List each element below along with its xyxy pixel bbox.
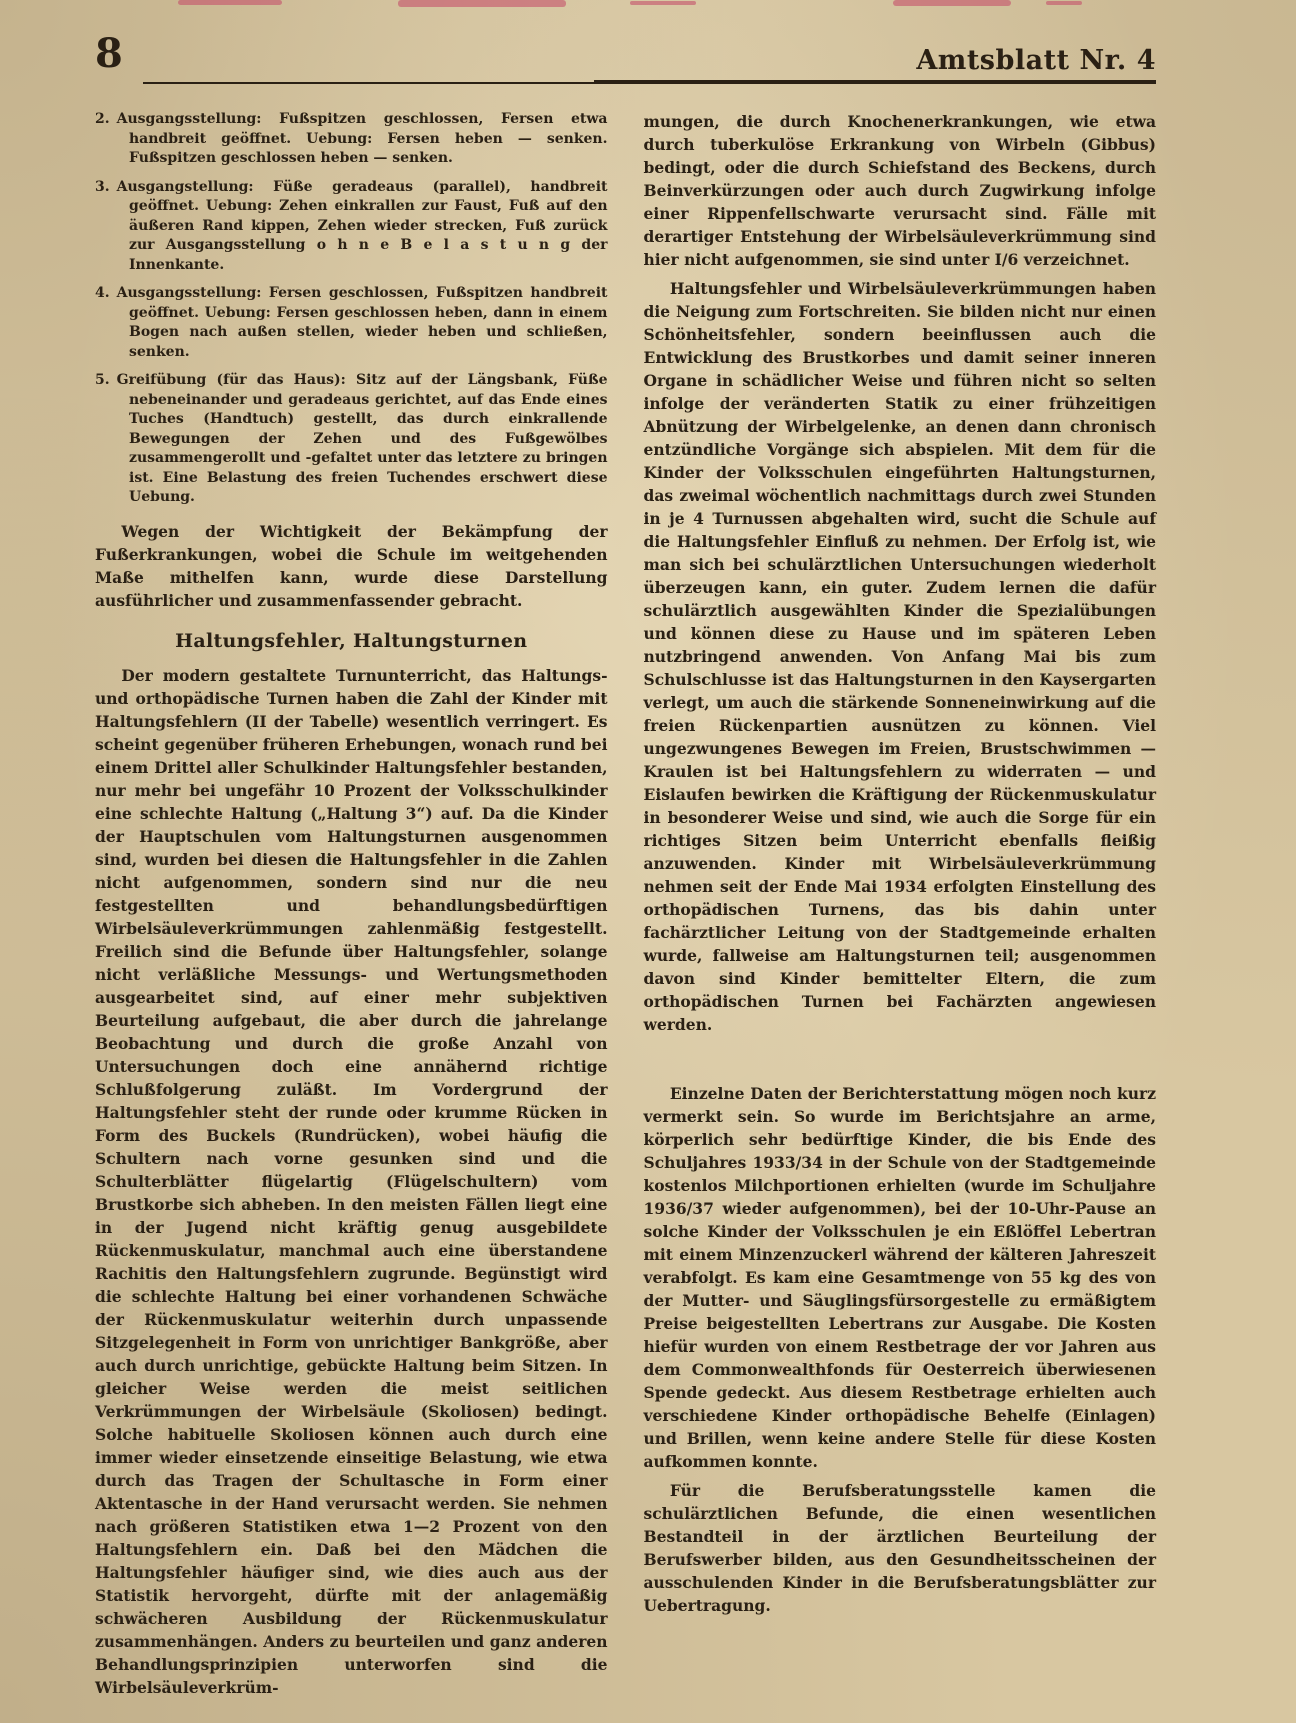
header-rule-thick [594,80,1156,84]
list-item-text: Greifübung (für das Haus): Sitz auf der Längsbank, Füße nebeneinander und geradeaus gerichtet, auf das Ende eines Tuches (Handtuch) gestellt, das durch einkrallende Bewegungen der Zehen und des Fußgewölbes zusammengerollt und -gefaltet unter das letztere zu bringen ist. Eine Belastung des freien Tuchendes erschwert diese Uebung. [116,372,608,505]
paragraph-haltungsfehler-folgen: Haltungsfehler und Wirbelsäuleverkrümmungen haben die Neigung zum Fortschreiten. Sie bilden nicht nur einen Schönheitsfehler, sondern beeinflussen auch die Entwicklung des Brustkorbes und damit seiner inneren Organe in schädlicher Weise und führen nicht so selten infolge der veränderten Statik zu einer frühzeitigen Abnützung der Wirbelgelenke, an denen dann chronisch entzündliche Vorgänge sich abspielen. Mit dem für die Kinder der Volksschulen eingeführten Haltungsturnen, das zweimal wöchentlich nachmittags durch zwei Stunden in je 4 Turnussen abgehalten wird, sucht die Schule auf die Haltungsfehler Einfluß zu nehmen. Der Erfolg ist, wie man sich bei schulärztlichen Untersuchungen wiederholt überzeugen kann, ein guter. Zudem lernen die dafür schulärztlich ausgewählten Kinder die Spezialübungen und können diese zu Hause und im späteren Leben nutzbringend anwenden. Von Anfang Mai bis zum Schulschlusse ist das Haltungsturnen in den Kaysergarten verlegt, um auch die stärkende Sonneneinwirkung auf die freien Rückenpartien ausnützen zu können. Viel ungezwungenes Bewegen im Freien, Brustschwimmen — Kraulen ist bei Haltungsfehlern zu widerraten — und Eislaufen bewirken die Kräftigung der Rückenmuskulatur in besonderer Weise und sind, wie auch die Sorge für ein richtiges Sitzen beim Unterricht ebenfalls fleißig anzuwenden. Kinder mit Wirbelsäuleverkrümmung nehmen seit der Ende Mai 1934 erfolgten Einstellung des orthopädischen Turnens, das bis dahin unter fachärztlicher Leitung von der Stadtgemeinde erhalten wurde, fallweise am Haltungsturnen teil; ausgenommen davon sind Kinder bemittelter Eltern, die zum orthopädischen Turnen bei Fachärzten angewiesen werden. [643,279,1156,1034]
list-item-text: Ausgangsstellung: Fersen geschlossen, Fußspitzen handbreit geöffnet. Uebung: Fersen geschlossen heben, dann in einem Bogen nach außen stellen, wieder heben und schließen, senken. [116,285,608,360]
paragraph-einzelne-daten: Einzelne Daten der Berichterstattung mögen noch kurz vermerkt sein. So wurde im Berichtsjahre an arme, körperlich sehr bedürftige Kinder, die bis Ende des Schuljahres 1933/34 in der Schule von der Stadtgemeinde kostenlos Milchportionen erhielten (wurde im Schuljahre 1936/37 wieder aufgenommen), bei der 10-Uhr-Pause an solche Kinder der Volksschulen je ein Eßlöffel Lebertran mit einem Minzenzuckerl während der kälteren Jahreszeit verabfolgt. Es kam eine Gesamtmenge von 55 kg des von der Mutter- und Säuglingsfürsorgestelle zu ermäßigtem Preise beigestellten Lebertrans zur Ausgabe. Die Kosten hiefür wurden von einem Restbetrage der vor Jahren aus dem Commonwealthfonds für Oesterreich überwiesenen Spende gedeckt. Aus diesem Restbetrage erhielten auch verschiedene Kinder orthopädische Behelfe (Einlagen) und Brillen, wenn keine andere Stelle für diese Kosten aufkommen konnte. [643,1084,1156,1471]
exercise-list [95,110,608,508]
list-item-number: 3. [95,178,110,195]
header-rule [95,79,1156,86]
two-column-text [95,110,1156,1705]
section-heading: Haltungsfehler, Haltungsturnen [175,629,528,652]
page-number: 8 [95,30,123,77]
scan-artifact-red [1046,1,1082,5]
list-item-text: Ausgangstellung: Füße geradeaus (parallel), handbreit geöffnet. Uebung: Zehen einkrallen zur Faust, Fuß auf den äußeren Rand kippen, Zehen wieder strecken, Fuß zurück zur Ausgangsstellung o h n e B e l a s t u n g der Innenkante. [116,178,608,273]
paragraph-continuation: mungen, die durch Knochenerkrankungen, wie etwa durch tuberkulöse Erkrankung von Wirbeln (Gibbus) bedingt, oder die durch Schiefstand des Beckens, durch Beinverkürzungen oder auch durch Zugwirkung infolge einer Rippenfellschwarte verursacht sind. Fälle mit derartiger Entstehung der Wirbelsäuleverkrümmung sind hier nicht aufgenommen, sie sind unter I/6 verzeichnet. [643,112,1156,269]
list-item [95,371,608,508]
scan-artifact-red [178,0,282,5]
list-item [95,110,608,169]
list-item [95,178,608,276]
list-item-number: 5. [95,372,110,388]
paragraph-main: Der modern gestaltete Turnunterricht, das Haltungs- und orthopädische Turnen haben die Zahl der Kinder mit Haltungsfehlern (II der Tabelle) wesentlich verringert. Es scheint gegenüber früheren Erhebungen, wonach rund bei einem Drittel aller Schulkinder Haltungsfehler bestanden, nur mehr bei ungefähr 10 Prozent der Volksschulkinder eine schlechte Haltung („Haltung 3“) auf. Da die Kinder der Hauptschulen vom Haltungsturnen ausgenommen sind, wurden bei diesen die Haltungsfehler in die Zahlen nicht aufgenommen, sondern sind nur die neu festgestellten und behandlungsbedürftigen Wirbelsäuleverkrümmungen zahlenmäßig festgestellt. Freilich sind die Befunde über Haltungsfehler, solange nicht verläßliche Messungs- und Wertungsmethoden ausgearbeitet sind, auf einer mehr subjektiven Beurteilung aufgebaut, die aber durch die jahrelange Beobachtung und durch die große Anzahl von Untersuchungen doch eine annähernd richtige Schlußfolgerung zuläßt. Im Vordergrund der Haltungsfehler steht der runde oder krumme Rücken in Form des Buckels (Rundrücken), wobei häufig die Schultern nach vorne gesunken sind und die Schulterblätter flügelartig (Flügelschultern) vom Brustkorbe sich abheben. In den meisten Fällen liegt eine in der Jugend nicht kräftig genug ausgebildete Rückenmuskulatur, manchmal auch eine überstandene Rachitis den Haltungsfehlern zugrunde. Begünstigt wird die schlechte Haltung bei einer vorhandenen Schwäche der Rückenmuskulatur weiterhin durch unpassende Sitzgelegenheit in Form von unrichtiger Bankgröße, aber auch durch unrichtige, gebückte Haltung beim Sitzen. In gleicher Weise werden die meist seitlichen Verkrümmungen der Wirbelsäule (Skoliosen) bedingt. Solche habituelle Skoliosen können auch durch eine immer wieder einsetzende einseitige Belastung, wie etwa durch das Tragen der Schultasche in Form einer Aktentasche in der Hand verursacht werden. Sie nehmen nach größeren Statistiken etwa 1—2 Prozent von den Haltungsfehlern ein. Daß bei den Mädchen die Haltungsfehler häufiger sind, wie dies auch aus der Statistik hervorgeht, dürfte mit der anlagemäßig schwächeren Ausbildung der Rückenmuskulatur zusammenhängen. Anders zu beurteilen und ganz anderen Behandlungsprinzipien unterworfen sind die Wirbelsäuleverkrüm- [95,665,608,1697]
paragraph-berufsberatung: Für die Berufsberatungsstelle kamen die schulärztlichen Befunde, die einen wesentlichen Bestandteil in der ärztlichen Beurteilung der Berufswerber bilden, aus den Gesundheitsscheinen der ausschulenden Kinder in die Berufsberatungsblätter zur Uebertragung. [643,1481,1156,1615]
list-item [95,284,608,362]
list-item-number: 2. [95,111,110,127]
list-item-text: Ausgangsstellung: Fußspitzen geschlossen, Fersen etwa handbreit geöffnet. Uebung: Fersen heben — senken. Fußspitzen geschlossen heben — senken. [116,111,608,166]
right-column [644,110,1157,1705]
scan-artifact-red [398,0,566,7]
header-rule-thin [143,82,668,84]
scan-artifact-red [893,0,1011,6]
list-item-number: 4. [95,285,110,301]
scan-artifact-red [630,1,696,5]
masthead-title: Amtsblatt Nr. 4 [916,45,1156,76]
left-column [95,110,608,1705]
paragraph-intro: Wegen der Wichtigkeit der Bekämpfung der Fußerkrankungen, wobei die Schule im weitgehenden Maße mithelfen kann, wurde diese Darstellung ausführlicher und zusammenfassender gebracht. [95,521,608,610]
page-header [95,30,1156,77]
